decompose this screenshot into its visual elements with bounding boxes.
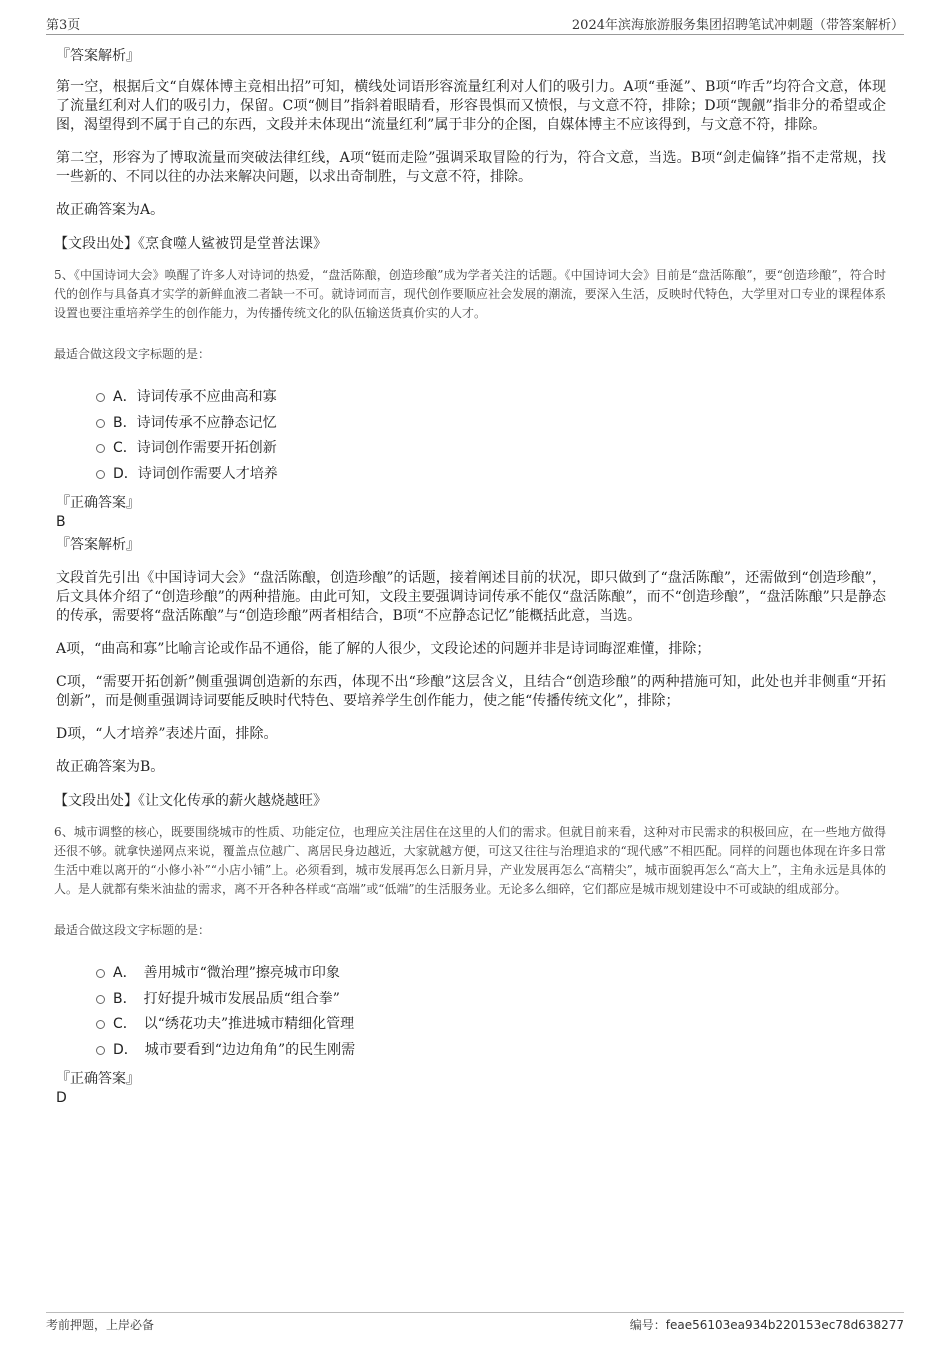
analysis-paragraph: 文段首先引出《中国诗词大会》“盘活陈酿，创造珍酿”的话题，接着阐述目前的状况，即只做到了“盘活陈酿”，还需做到“创造珍酿”，后文具体介绍了“创造珍酿”的两种措施。由此可知，文段主要强调诗词传承不能仅“盘活陈酿”，而不“创造珍酿”，“盘活陈酿”只是静态的传承，需要将“盘活陈酿”与“创造珍酿”两者相结合，B项“不应静态记忆”能概括此意，当选。 <box>56 570 886 624</box>
question-5-stem: 5、《中国诗词大会》唤醒了许多人对诗词的热爱，“盘活陈酿，创造珍酿”成为学者关注的话题。《中国诗词大会》目前是“盘活陈酿”，要“创造珍酿”，符合时代的创作与具备真才实学的新鲜血液二者缺一不可。就诗词而言，现代创作要顺应社会发展的潮流，要深入生活，反映时代特色，大学里对口专业的课程体系设置也要注重培养学生的创作能力，为传播传统文化的队伍输送货真价实的人才。 <box>54 268 886 320</box>
radio-icon[interactable] <box>96 995 105 1004</box>
radio-icon[interactable] <box>96 444 105 453</box>
radio-icon[interactable] <box>96 470 105 479</box>
source-citation: 【文段出处】《烹食噬人鲨被罚是堂普法课》 <box>54 236 327 252</box>
question-6-prompt: 最适合做这段文字标题的是： <box>54 923 211 937</box>
question-5-prompt: 最适合做这段文字标题的是： <box>54 347 211 361</box>
option-a[interactable]: A ． 善用城市“微治理”擦亮城市印象 <box>96 961 886 987</box>
source-citation: 【文段出处】《让文化传承的薪火越烧越旺》 <box>54 793 327 809</box>
option-b[interactable]: B ． 打好提升城市发展品质“组合拳” <box>96 987 886 1013</box>
radio-icon[interactable] <box>96 393 105 402</box>
correct-answer: B <box>56 514 66 530</box>
analysis-paragraph: 第二空，形容为了博取流量而突破法律红线，A项“铤而走险”强调采取冒险的行为，符合文意，当选。B项“剑走偏锋”指不走常规，找一些新的、不同以往的办法来解决问题，以求出奇制胜，与文意不符，排除。 <box>56 150 886 185</box>
analysis-label: 『答案解析』 <box>56 48 140 64</box>
correct-answer-label: 『正确答案』 <box>56 1071 140 1087</box>
option-d[interactable]: D ．诗词创作需要人才培养 <box>96 462 886 488</box>
radio-icon[interactable] <box>96 1020 105 1029</box>
question-5-options <box>96 385 886 487</box>
analysis-paragraph: A项，“曲高和寡”比喻言论或作品不通俗，能了解的人很少，文段论述的问题并非是诗词晦涩难懂，排除； <box>56 641 711 657</box>
correct-answer-label: 『正确答案』 <box>56 495 140 511</box>
analysis-conclusion: 故正确答案为A。 <box>56 202 165 218</box>
page-footer <box>46 1312 904 1335</box>
page-header <box>46 14 904 35</box>
analysis-paragraph: 第一空，根据后文“自媒体博主竞相出招”可知，横线处词语形容流量红利对人们的吸引力。A项“垂涎”、B项“咋舌”均符合文意，体现了流量红利对人们的吸引力，保留。C项“侧目”指斜着眼睛看，形容畏惧而又愤恨，与文意不符，排除；D项“觊觎”指非分的希望或企图，渴望得到不属于自己的东西，文段并未体现出“流量红利”属于非分的企图，自媒体博主不应该得到，与文意不符，排除。 <box>56 79 886 133</box>
option-a[interactable]: A ．诗词传承不应曲高和寡 <box>96 385 886 411</box>
footer-slogan: 考前押题，上岸必备 <box>46 1318 155 1332</box>
radio-icon[interactable] <box>96 419 105 428</box>
correct-answer: D <box>56 1090 67 1106</box>
question-6-options <box>96 961 886 1063</box>
page-content <box>56 42 886 1107</box>
question-6-stem: 6、城市调整的核心，既要围绕城市的性质、功能定位，也理应关注居住在这里的人们的需求。但就目前来看，这种对市民需求的积极回应，在一些地方做得还很不够。就拿快递网点来说，覆盖点位越广、离居民身边越近，大家就越方便，可这又往往与治理追求的“现代感”不相匹配。同样的问题也体现在许多日常生活中难以离开的“小修小补”“小店小铺”上。必须看到，城市发展再怎么日新月异，产业发展再怎么“高精尖”，城市面貌再怎么“高大上”，主角永远是具体的人。是人就都有柴米油盐的需求，离不开各种各样或“高端”或“低端”的生活服务业。无论多么细碎，它们都应是城市规划建设中不可或缺的组成部分。 <box>54 825 886 896</box>
analysis-paragraph: D项，“人才培养”表述片面，排除。 <box>56 726 278 742</box>
analysis-conclusion: 故正确答案为B。 <box>56 759 165 775</box>
option-b[interactable]: B ．诗词传承不应静态记忆 <box>96 411 886 437</box>
option-c[interactable]: C ．诗词创作需要开拓创新 <box>96 436 886 462</box>
document-title: 2024年滨海旅游服务集团招聘笔试冲刺题（带答案解析） <box>571 18 904 33</box>
radio-icon[interactable] <box>96 969 105 978</box>
analysis-label: 『答案解析』 <box>56 537 140 553</box>
radio-icon[interactable] <box>96 1046 105 1055</box>
document-code: 编号：feae56103ea934b220153ec78d638277 <box>629 1318 904 1332</box>
analysis-paragraph: C项，“需要开拓创新”侧重强调创造新的东西，体现不出“珍酿”这层含义，且结合“创造珍酿”的两种措施可知，此处也并非侧重“开拓创新”，而是侧重强调诗词要能反映时代特色、要培养学生创作能力，使之能“传播传统文化”，排除； <box>56 674 886 709</box>
option-c[interactable]: C ． 以“绣花功夫”推进城市精细化管理 <box>96 1012 886 1038</box>
option-d[interactable]: D ． 城市要看到“边边角角”的民生刚需 <box>96 1038 886 1064</box>
page-number: 第3页 <box>46 18 81 33</box>
